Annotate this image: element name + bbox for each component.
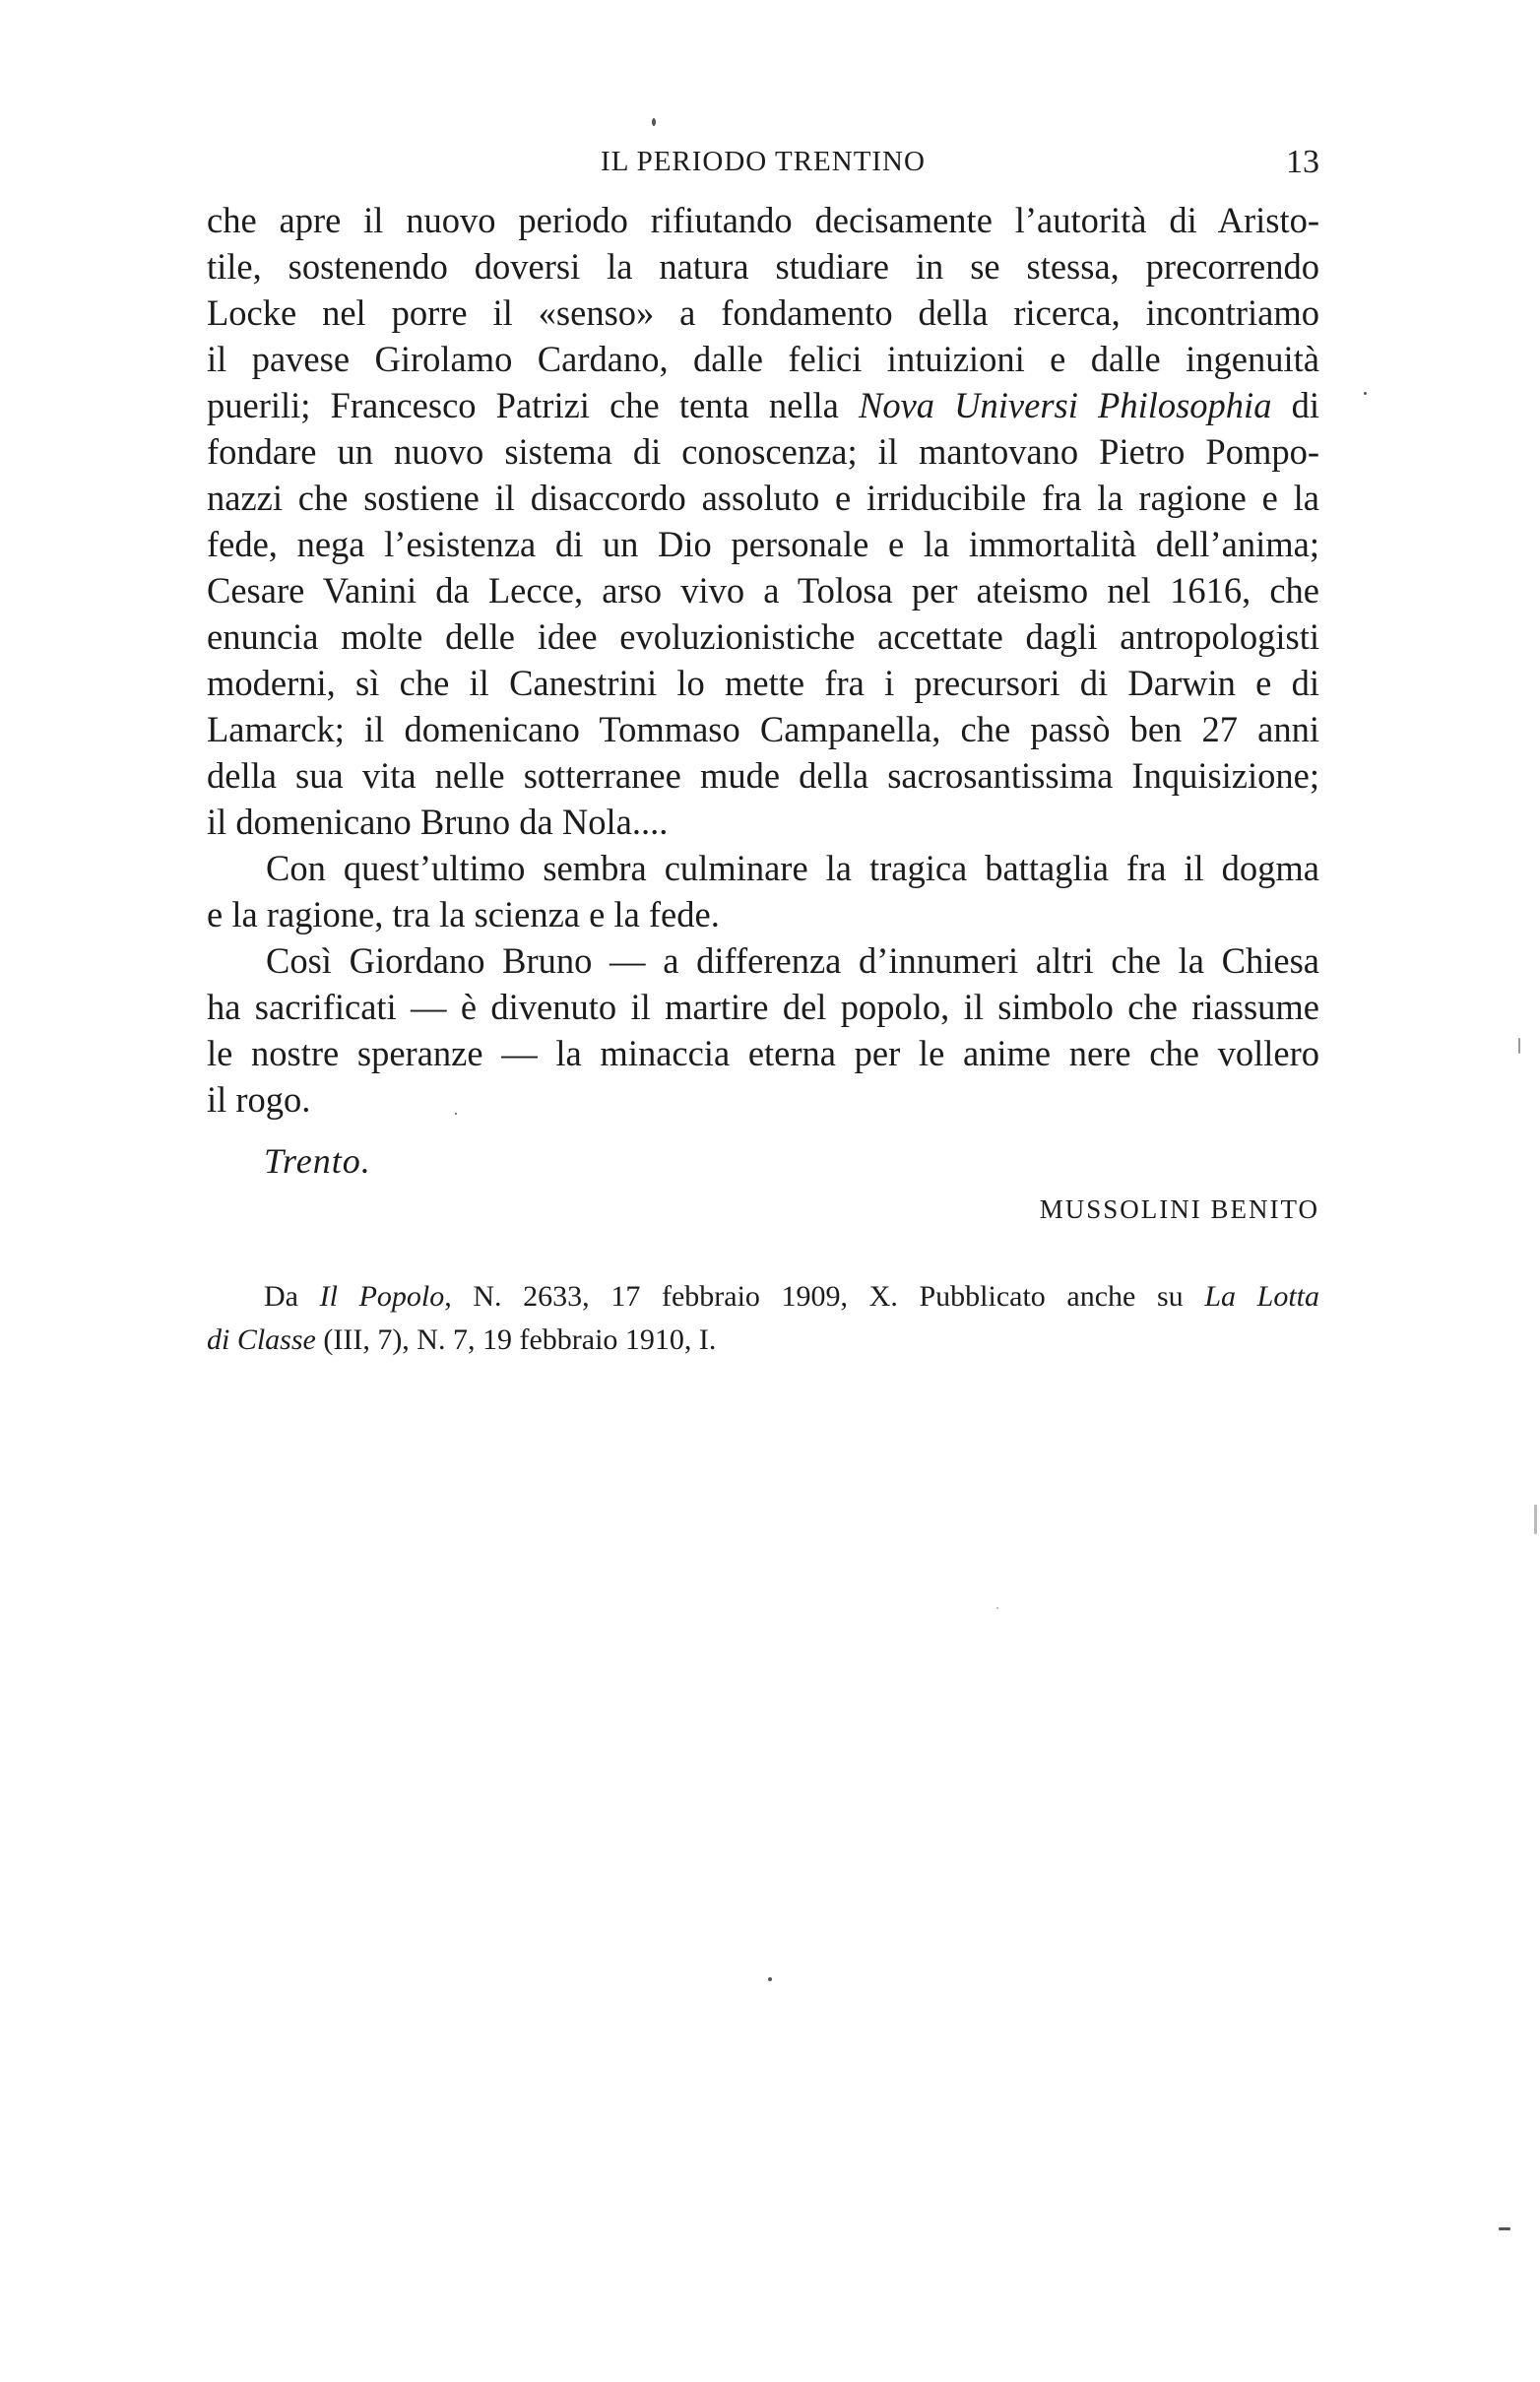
running-head: [207, 146, 1319, 189]
paragraph-3: [207, 937, 1319, 1123]
text-line: Cesare Vanini da Lecce, arso vivo a Tolosa per ateismo nel 1616, che: [207, 570, 1319, 611]
newspaper-title-italic: Il Popolo: [319, 1280, 445, 1313]
note-line: [207, 1319, 1319, 1362]
text-line: il domenicano Bruno da Nola....: [207, 802, 669, 842]
scan-speck: [768, 1977, 772, 1981]
text-line: Lamarck; il domenicano Tommaso Campanella, che passò ben 27 anni: [207, 709, 1319, 749]
note-fragment: Da: [264, 1280, 320, 1313]
note-line: [207, 1275, 1319, 1319]
text-line: nazzi che sostiene il disaccordo assoluto e irriducibile fra la ragione e la: [207, 478, 1319, 518]
text-line: e la ragione, tra la scienza e la fede.: [207, 894, 720, 934]
text-line: tile, sostenendo doversi la natura studiare in se stessa, precorrendo: [207, 246, 1319, 287]
text-line: le nostre speranze — la minaccia eterna per le anime nere che vollero: [207, 1033, 1319, 1073]
text-line: fede, nega l’esistenza di un Dio personale e la immortalità dell’anima;: [207, 524, 1319, 564]
scan-speck: [1534, 1505, 1537, 1534]
page-number: 13: [1286, 144, 1319, 180]
scan-speck: [652, 118, 656, 126]
note-fragment: , N. 2633, 17 febbraio 1909, X. Pubblicato anche su: [444, 1280, 1205, 1313]
scan-speck: [1499, 2227, 1510, 2230]
text-fragment: puerili; Francesco Patrizi che tenta nella: [207, 385, 859, 425]
paragraph-1: [207, 197, 1319, 845]
text-line: il rogo.: [207, 1079, 311, 1120]
text-line: [207, 382, 1319, 428]
text-fragment: di: [1271, 385, 1319, 425]
place-dateline: Trento.: [264, 1141, 371, 1181]
book-title-italic: Nova Universi Philosophia: [859, 385, 1272, 425]
author-signature: MUSSOLINI BENITO: [1039, 1194, 1319, 1224]
scan-speck: [1518, 1038, 1520, 1054]
text-line: enuncia molte delle idee evoluzionistiche accettate dagli antropologisti: [207, 616, 1319, 657]
text-line: ha sacrificati — è divenuto il martire del popolo, il simbolo che riassume: [207, 987, 1319, 1027]
text-line: moderni, sì che il Canestrini lo mette fra i precursori di Darwin e di: [207, 663, 1319, 703]
running-head-title: IL PERIODO TRENTINO: [601, 146, 926, 177]
scan-speck: [455, 1113, 457, 1115]
note-fragment: (III, 7), N. 7, 19 febbraio 1910, I.: [315, 1323, 717, 1356]
paragraph-2: [207, 845, 1319, 937]
text-line: Locke nel porre il «senso» a fondamento della ricerca, incontriamo: [207, 292, 1319, 333]
scan-speck: [1364, 392, 1367, 395]
text-line: della sua vita nelle sotterranee mude della sacrosantissima Inquisizione;: [207, 755, 1319, 796]
text-line: Così Giordano Bruno — a differenza d’innumeri altri che la Chiesa: [266, 940, 1319, 981]
text-line: fondare un nuovo sistema di conoscenza; il mantovano Pietro Pompo-: [207, 431, 1319, 472]
source-note: [207, 1275, 1319, 1362]
newspaper-title-italic: di Classe: [207, 1323, 316, 1356]
text-line: che apre il nuovo periodo rifiutando decisamente l’autorità di Aristo-: [207, 200, 1319, 240]
body-text: [207, 197, 1319, 1123]
text-line: il pavese Girolamo Cardano, dalle felici intuizioni e dalle ingenuità: [207, 339, 1319, 379]
scan-speck: [996, 1607, 998, 1609]
newspaper-title-italic: La Lotta: [1204, 1280, 1320, 1313]
text-line: Con quest’ultimo sembra culminare la tragica battaglia fra il dogma: [266, 848, 1319, 888]
